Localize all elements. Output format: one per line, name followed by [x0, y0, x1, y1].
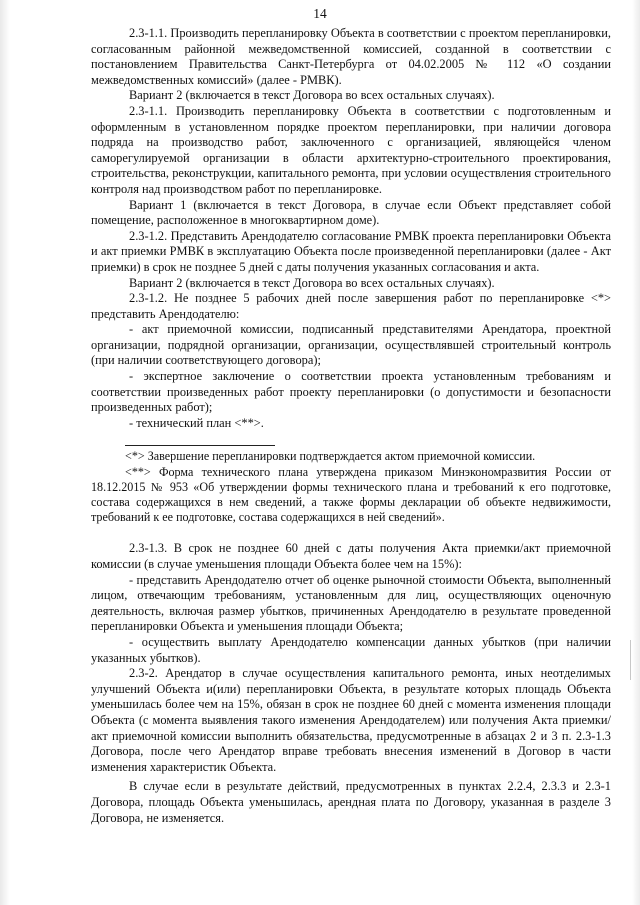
- clause-2-3-1-2-variant-1: 2.3-1.2. Представить Арендодателю согласование РМВК проекта перепланировки Объекта и акт приемки РМВК в эксплуатацию Объекта после произведенной перепланировки (далее - Акт приемки) в срок не позднее 5 дней с даты получения указанных согласования и акта.: [91, 228, 611, 274]
- clause-2-3-2: 2.3-2. Арендатор в случае осуществления капитального ремонта, иных неотделимых улучшений Объекта и(или) перепланировки Объекта, в результате которых площадь Объекта уменьшилась более чем на 15%, обязан в срок не позднее 60 дней с момента изменения площади Объекта (с момента выявления такого изменения Арендодателем) или получения Акта приемки/акт приемочной комиссии выполнить обязательства, предусмотренные в абзацах 2 и 3 п. 2.3-1.3 Договора, после чего Арендатор вправе требовать внесения изменений в Договор в части изменения характеристик Объекта.: [91, 666, 611, 774]
- footnote-separator: [125, 445, 275, 446]
- scan-edge-shadow: [0, 0, 10, 905]
- clause-2-3-1-1-variant-2: 2.3-1.1. Производить перепланировку Объекта в соответствии с подготовленным и оформленным в установленном порядке проектом перепланировки, при наличии договора подряда на производство работ, заключенного с организацией, являющейся членом саморегулируемой организации в области архитектурно-строительного проектирования, строительства, реконструкции, капитального ремонта, при условии осуществления строительного контроля над производством работ по перепланировке.: [91, 103, 611, 196]
- list-item: - технический план <**>.: [129, 415, 264, 430]
- variant-heading: Вариант 2 (включается в текст Договора во всех остальных случаях).: [129, 88, 495, 103]
- clause-2-3-1-3: 2.3-1.3. В срок не позднее 60 дней с даты получения Акта приемки/акт приемочной комиссии (в случае уменьшения площади Объекта более чем на 15%):: [91, 541, 611, 572]
- list-item: - осуществить выплату Арендодателю компенсации данных убытков (при наличии указанных убытков).: [91, 635, 611, 665]
- scan-edge-shadow: [632, 0, 640, 905]
- footnote-2: <**> Форма технического плана утверждена приказом Минэкономразвития России от 18.12.2015 № 953 «Об утверждении формы технического плана и требований к его подготовке, состава содержащихся в нем сведений, а также формы декларации об объекте недвижимости, требований к ее подготовке, состава содержащихся в ней сведений».: [91, 464, 611, 525]
- scan-mark: [630, 640, 631, 680]
- list-item: - акт приемочной комиссии, подписанный представителями Арендатора, проектной организации, подрядной организации, организации, осуществлявшей строительный контроль (при наличии соответствующего договора);: [91, 322, 611, 368]
- list-item: - представить Арендодателю отчет об оценке рыночной стоимости Объекта, выполненный лицом, отвечающим требованиям, установленным для лиц, осуществляющих оценочную деятельность, включая размер убытков, причиненных Арендодателю в результате проведенной перепланировки Объекта и уменьшения площади Объекта;: [91, 572, 611, 634]
- clause-2-3-1-1-variant-1: 2.3-1.1. Производить перепланировку Объекта в соответствии с проектом перепланировки, согласованным районной межведомственной комиссией, созданной в соответствии с постановлением Правительства Санкт-Петербурга от 04.02.2005 № 112 «О создании межведомственных комиссий» (далее - РМВК).: [91, 26, 611, 87]
- variant-heading: Вариант 1 (включается в текст Договора, в случае если Объект представляет собой помещение, расположенное в многоквартирном доме).: [91, 197, 611, 228]
- clause-2-3-1-2-variant-2: 2.3-1.2. Не позднее 5 рабочих дней после завершения работ по перепланировке <*> представить Арендодателю:: [91, 291, 611, 321]
- closing-paragraph: В случае если в результате действий, предусмотренных в пунктах 2.2.4, 2.3.3 и 2.3-1 Договора, площадь Объекта уменьшилась, арендная плата по Договору, указанная в разделе 3 Договора, не изменяется.: [91, 779, 611, 825]
- clauses-after-footnotes: [91, 541, 611, 826]
- document-body: [91, 26, 611, 826]
- footnote-1: <*> Завершение перепланировки подтверждается актом приемочной комиссии.: [125, 449, 536, 464]
- variant-heading: Вариант 2 (включается в текст Договора во всех остальных случаях).: [129, 275, 495, 290]
- list-item: - экспертное заключение о соответствии проекта установленным требованиям и соответствии произведенных работ проекту перепланировки (о допустимости и безопасности произведенных работ);: [91, 369, 611, 415]
- page-number: 14: [313, 6, 327, 21]
